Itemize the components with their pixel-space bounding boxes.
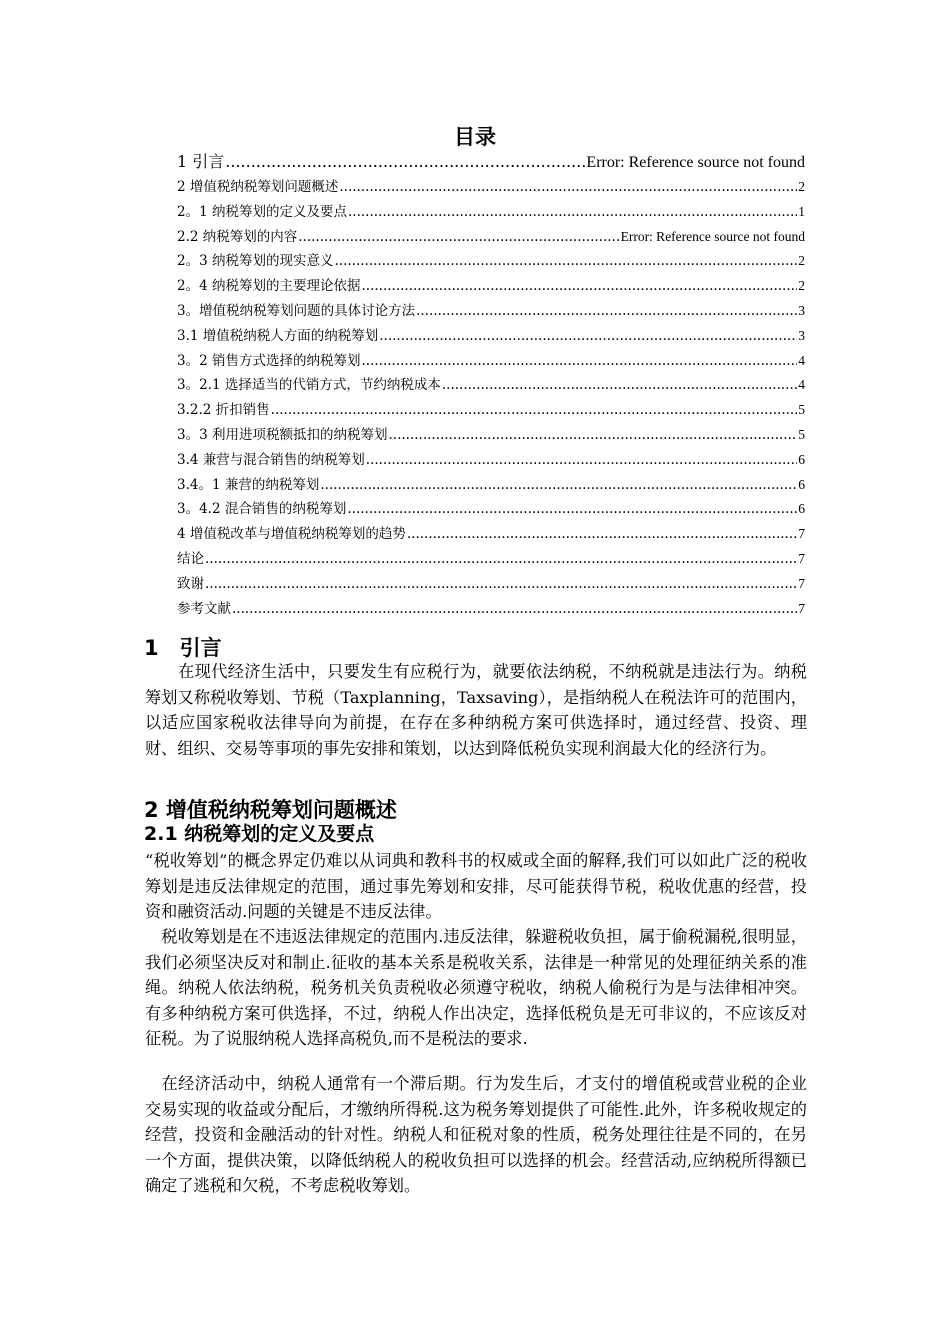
toc-entry[interactable] [177, 473, 805, 498]
toc-entry-page: 4 [798, 352, 805, 368]
toc-entry-title: 3.1 增值税纳税人方面的纳税筹划 [177, 327, 379, 344]
toc-leader-dots [366, 452, 797, 468]
toc-leader-dots [339, 179, 797, 195]
toc-entry[interactable] [177, 547, 805, 572]
toc-entry-title: 2.2 纳税筹划的内容 [177, 228, 298, 245]
toc-entry[interactable] [177, 274, 805, 299]
toc-entry-page: 6 [798, 451, 805, 467]
toc-entry-page: 7 [798, 600, 805, 616]
toc-entry-title: 2。1 纳税筹划的定义及要点 [177, 203, 347, 220]
toc-entry-page: 7 [798, 550, 805, 566]
toc-leader-dots [205, 551, 797, 567]
toc-entry[interactable] [177, 225, 805, 250]
toc-entry-title: 3。2.1 选择适当的代销方式，节约纳税成本 [177, 377, 441, 394]
toc-entry-page: 3 [798, 327, 805, 343]
toc-leader-dots [388, 427, 797, 443]
toc-entry-title: 2。4 纳税筹划的主要理论依据 [177, 278, 361, 295]
toc-entry-page: 6 [798, 476, 805, 492]
toc-entry-page: 3 [798, 302, 805, 318]
toc-entry[interactable] [177, 175, 805, 200]
table-of-contents [177, 149, 805, 621]
toc-leader-dots [361, 278, 797, 294]
toc-leader-dots [232, 601, 797, 617]
toc-leader-dots [379, 328, 797, 344]
toc-leader-dots [442, 377, 797, 393]
toc-entry[interactable] [177, 249, 805, 274]
toc-entry-page: 1 [798, 203, 805, 219]
toc-entry-title: 3。2 销售方式选择的纳税筹划 [177, 352, 361, 369]
toc-entry-page: 7 [798, 575, 805, 591]
toc-entry-page: 2 [798, 179, 805, 194]
toc-entry[interactable] [177, 373, 805, 398]
toc-entry-title: 参考文献 [177, 600, 231, 617]
toc-entry-title: 3.4 兼营与混合销售的纳税筹划 [177, 451, 365, 468]
toc-entry-page: 5 [798, 402, 805, 418]
toc-entry-title: 3。4.2 混合销售的纳税筹划 [177, 501, 347, 518]
toc-entry-title: 2 增值税纳税筹划问题概述 [177, 179, 339, 195]
toc-entry-title: 3。3 利用进项税额抵扣的纳税筹划 [177, 426, 388, 443]
section-1-heading: 1 引言 [144, 636, 222, 660]
toc-entry[interactable] [177, 324, 805, 349]
toc-title: 目录 [454, 125, 496, 149]
toc-entry[interactable] [177, 423, 805, 448]
toc-entry-page: Error: Reference source not found [586, 154, 805, 171]
toc-entry-title: 1 引言 [177, 152, 225, 171]
toc-entry-page: 2 [798, 278, 805, 294]
toc-leader-dots [334, 253, 797, 269]
toc-entry-page: 5 [798, 426, 805, 442]
section-2-1-paragraph-1: “税收筹划”的概念界定仍难以从词典和教科书的权威或全面的解释,我们可以如此广泛的税收筹划是违反法律规定的范围，通过事先筹划和安排，尽可能获得节税，税收优惠的经营，投资和融资活动.问题的关键是不违反法律。 [145, 851, 807, 921]
toc-entry[interactable] [177, 299, 805, 324]
toc-entry[interactable] [177, 398, 805, 423]
toc-entry-page: 6 [798, 501, 805, 517]
toc-entry-title: 3。增值税纳税筹划问题的具体讨论方法 [177, 302, 416, 319]
toc-entry-page: Error: Reference source not found [620, 228, 805, 244]
toc-entry[interactable] [177, 149, 805, 175]
toc-entry-title: 3.2.2 折扣销售 [177, 402, 270, 419]
toc-entry-page: 4 [798, 377, 805, 393]
toc-entry-title: 3.4。1 兼营的纳税筹划 [177, 476, 320, 493]
section-2-1-paragraph-3: 在经济活动中，纳税人通常有一个滞后期。行为发生后，才支付的增值税或营业税的企业交易实现的收益或分配后，才缴纳所得税.这为税务筹划提供了可能性.此外，许多税收规定的经营，投资和金融活动的针对性。纳税人和征税对象的性质，税务处理往往是不同的，在另一个方面，提供决策，以降低纳税人的税收负担可以选择的机会。经营活动,应纳税所得额已确定了逃税和欠税，不考虑税收筹划。 [145, 1074, 807, 1195]
toc-leader-dots [205, 576, 797, 592]
toc-entry[interactable] [177, 597, 805, 622]
toc-entry[interactable] [177, 200, 805, 225]
section-1-paragraph: 在现代经济生活中，只要发生有应税行为，就要依法纳税，不纳税就是违法行为。纳税筹划又称税收筹划、节税（Taxplanning，Taxsaving），是指纳税人在税法许可的范围内，以适应国家税收法律导向为前提，在存在多种纳税方案可供选择时，通过经营、投资、理财、组织、交易等事项的事先安排和策划，以达到降低税负实现利润最大化的经济行为。 [145, 662, 807, 758]
toc-entry[interactable] [177, 522, 805, 547]
section-2-heading: 2 增值税纳税筹划问题概述 [144, 798, 397, 822]
toc-leader-dots [298, 229, 619, 245]
toc-entry[interactable] [177, 349, 805, 374]
toc-leader-dots [407, 526, 797, 542]
section-2-1-heading: 2.1 纳税筹划的定义及要点 [144, 823, 375, 845]
toc-entry-title: 2。3 纳税筹划的现实意义 [177, 253, 334, 270]
toc-leader-dots [347, 501, 797, 517]
toc-entry[interactable] [177, 448, 805, 473]
toc-entry-page: 2 [798, 253, 805, 269]
toc-entry-title: 结论 [177, 550, 204, 567]
toc-entry-title: 4 增值税改革与增值税纳税筹划的趋势 [177, 526, 406, 543]
toc-leader-dots [320, 477, 797, 493]
section-2-1-paragraph-2: 税收筹划是在不违返法律规定的范围内.违反法律，躲避税收负担，属于偷税漏税,很明显，我们必须坚决反对和制止.征收的基本关系是税收关系，法律是一种常见的处理征纳关系的准绳。纳税人依法纳税，税务机关负责税收必须遵守税收，纳税人偷税行为是与法律相冲突。有多种纳税方案可供选择，不过，纳税人作出决定，选择低税负是无可非议的，不应该反对征税。为了说服纳税人选择高税负,而不是税法的要求. [145, 927, 807, 1048]
toc-entry[interactable] [177, 572, 805, 597]
toc-leader-dots [271, 402, 798, 418]
toc-entry-title: 致谢 [177, 575, 204, 592]
toc-leader-dots [348, 204, 797, 220]
toc-entry[interactable] [177, 497, 805, 522]
toc-entry-page: 7 [798, 526, 805, 542]
toc-leader-dots [225, 152, 585, 171]
toc-leader-dots [416, 303, 797, 319]
toc-leader-dots [361, 353, 797, 369]
